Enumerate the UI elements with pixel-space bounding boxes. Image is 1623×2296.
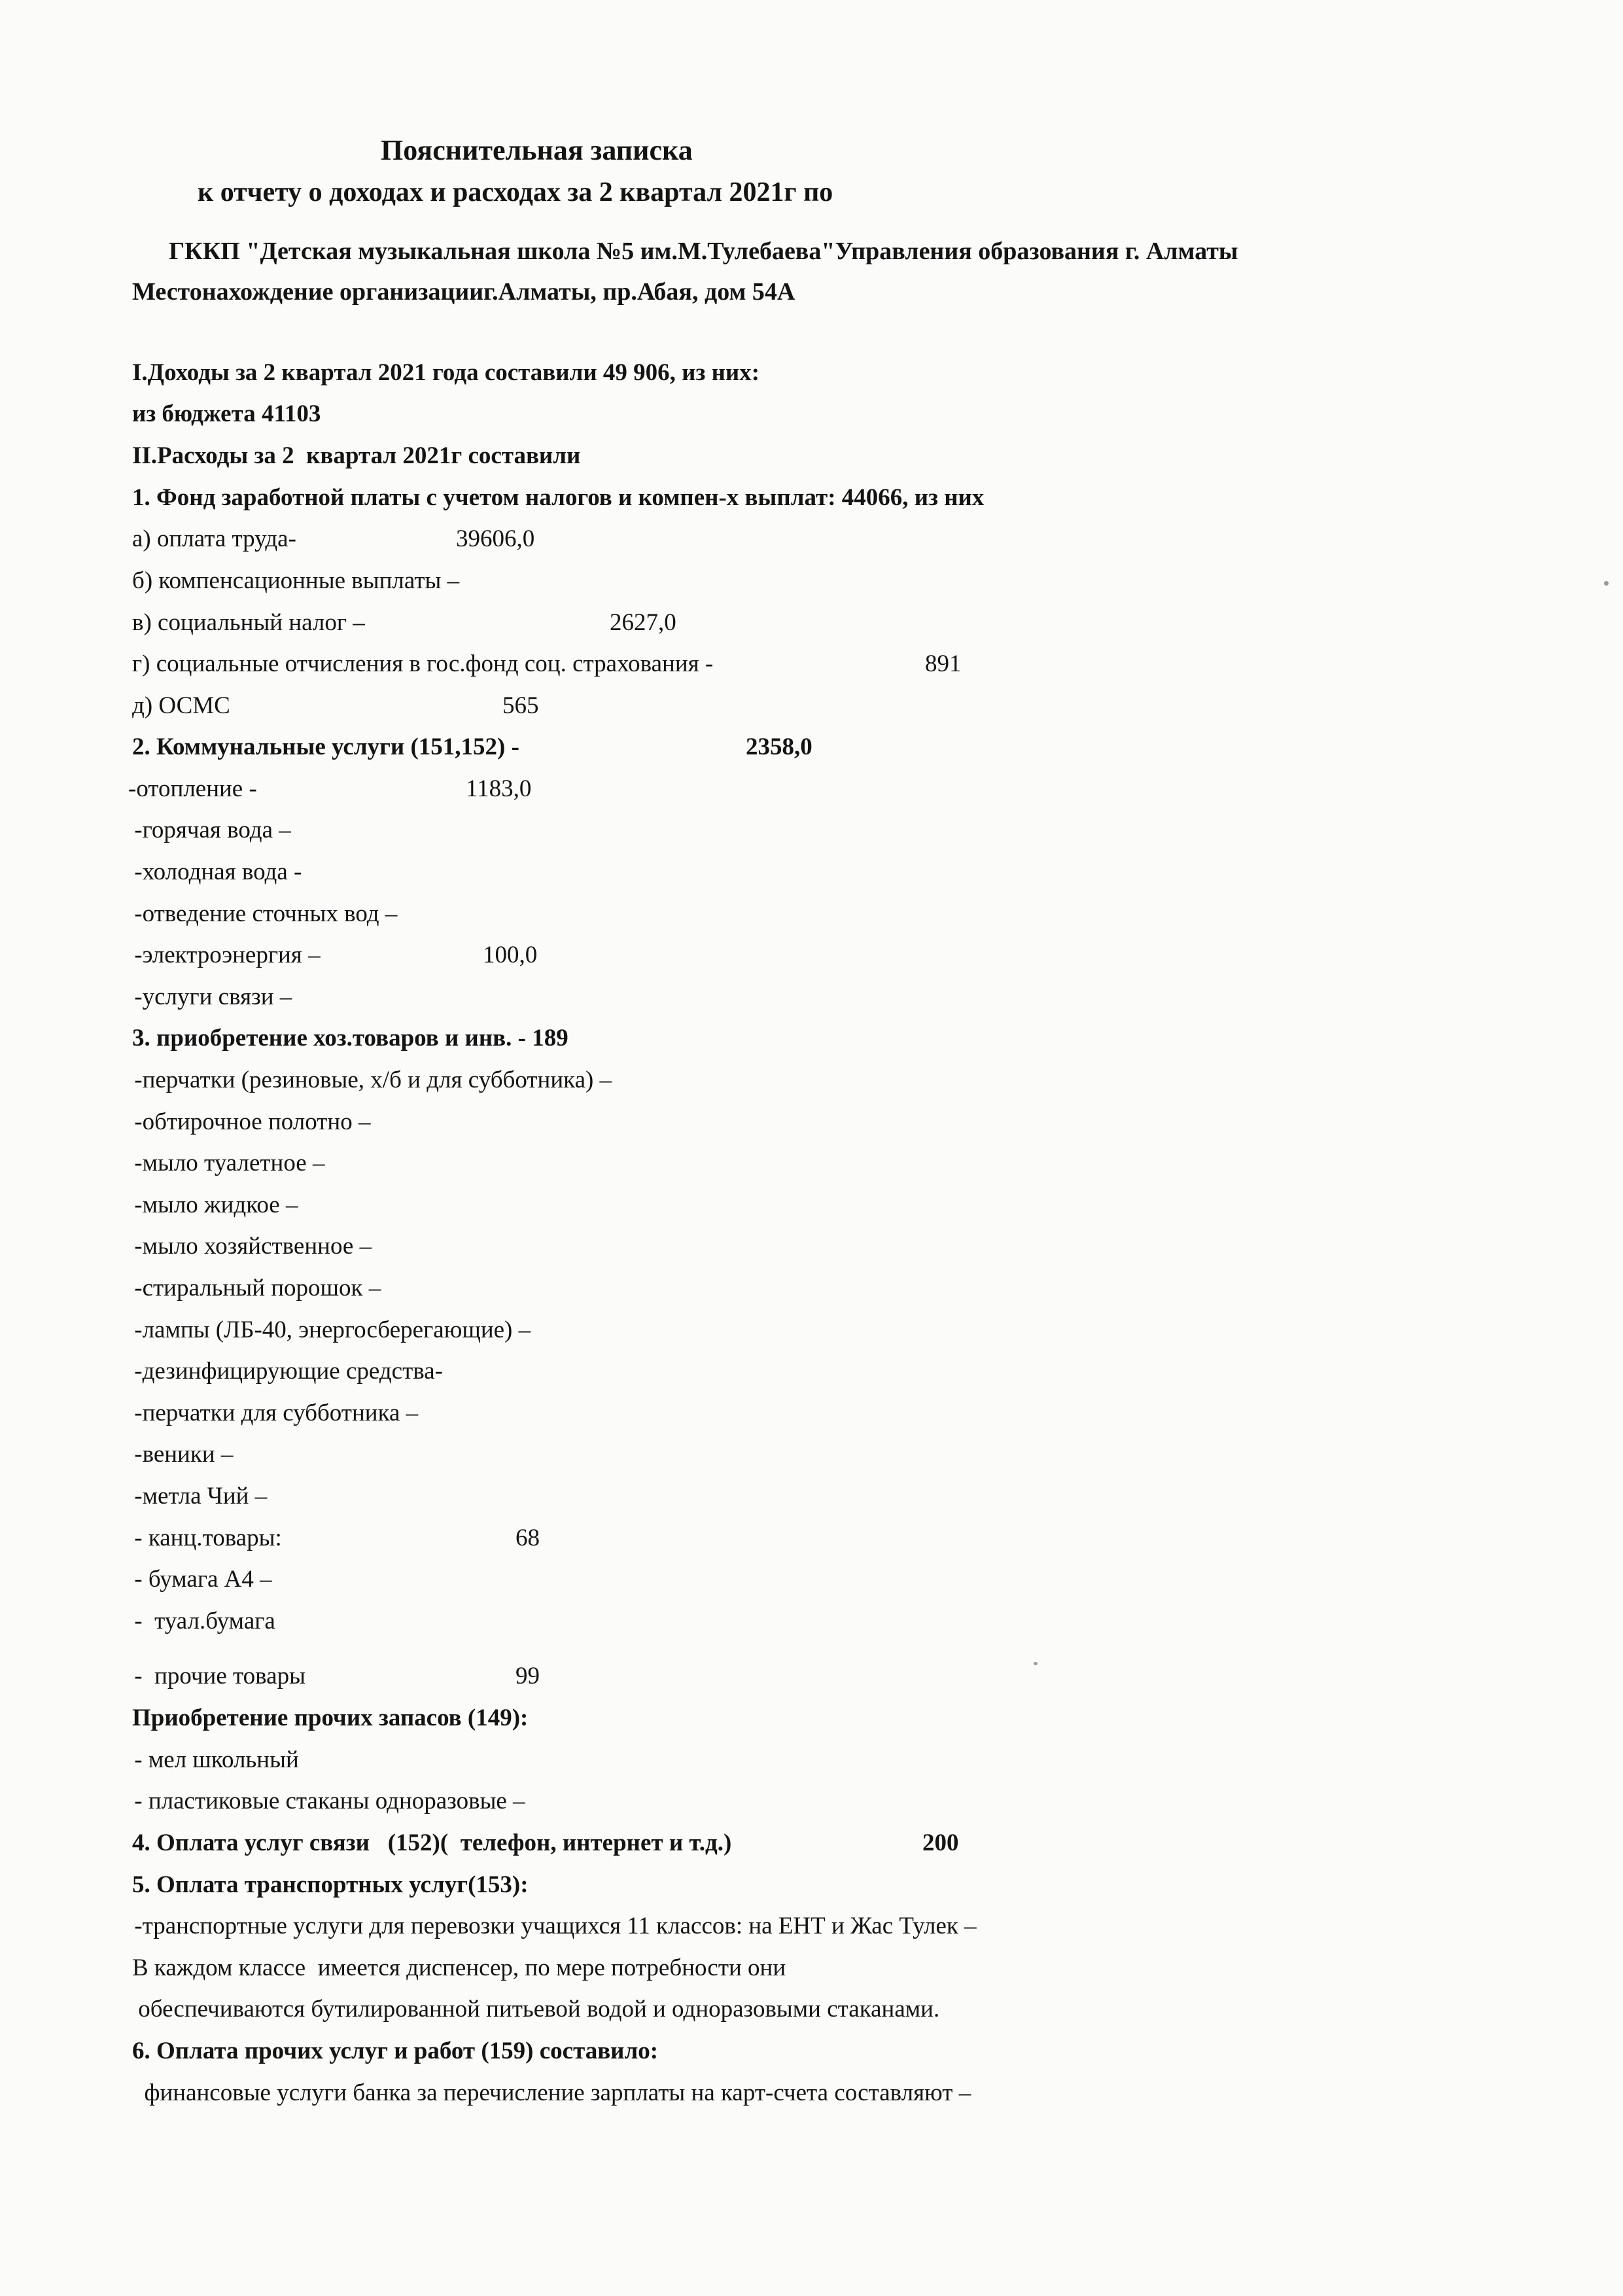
scan-speck	[1604, 581, 1609, 586]
scan-speck	[1034, 1662, 1038, 1665]
document-page: Пояснительная записка к отчету о доходах и расходах за 2 квартал 2021г по ГККП "Детская музыкальная школа №5 им.М.Тулебаева"Управления образования г. Алматы Местонахождение организацииг.Алматы, пр.Абая, дом 54А I.Доходы за 2 квартал 2021 года составили 49 906, из них: из бюджета 41103 II.Расходы за 2 квартал 2021г составили 1. Фонд заработной платы с учетом налогов и компен-х выплат: 44066, из них а) оплата труда- 39606,0 б) компенсационные выплаты – в) социальный налог – 2627,0 г) социальные отчисления в гос.фонд соц. страхования - 891 д) ОСМС 565 2. Коммунальные услуги (151,152) - 2358,0 -отопление - 1183,0 -горячая вода – -холодная вода - -отведение сточных вод – -электроэнергия – 100,0 -услуги связи – 3. приобретение хоз.товаров и инв. - 189 -перчатки (резиновые, х/б и для субботника) – -обтирочное полотно – -мыло туалетное – -мыло жидкое – -мыло хозяйственное – -стиральный порошок – -лампы (ЛБ-40, энергосберегающие) – -дезинфицирующие средства- -перчатки для субботника – -веники – -метла Чий – - канц.товары: 68 - бумага А4 – - туал.бумага - прочие товары 99 Приобретение прочих запасов (149): - мел школьный - пластиковые стаканы одноразовые – 4. Оплата услуг связи (152)( телефон, интернет и т.д.) 200 5. Оплата транспортных услуг(153): -транспортные услуги для перевозки учащихся 11 классов: на ЕНТ и Жас Тулек – В каждом классе имеется диспенсер, по мере потребности они обеспечиваются бутилированной питьевой водой и одноразовыми стаканами. 6. Оплата прочих услуг и работ (159) составило: финансовые услуги банка за перечисление зарплаты на карт-счета составляют –	[0, 0, 1623, 2296]
